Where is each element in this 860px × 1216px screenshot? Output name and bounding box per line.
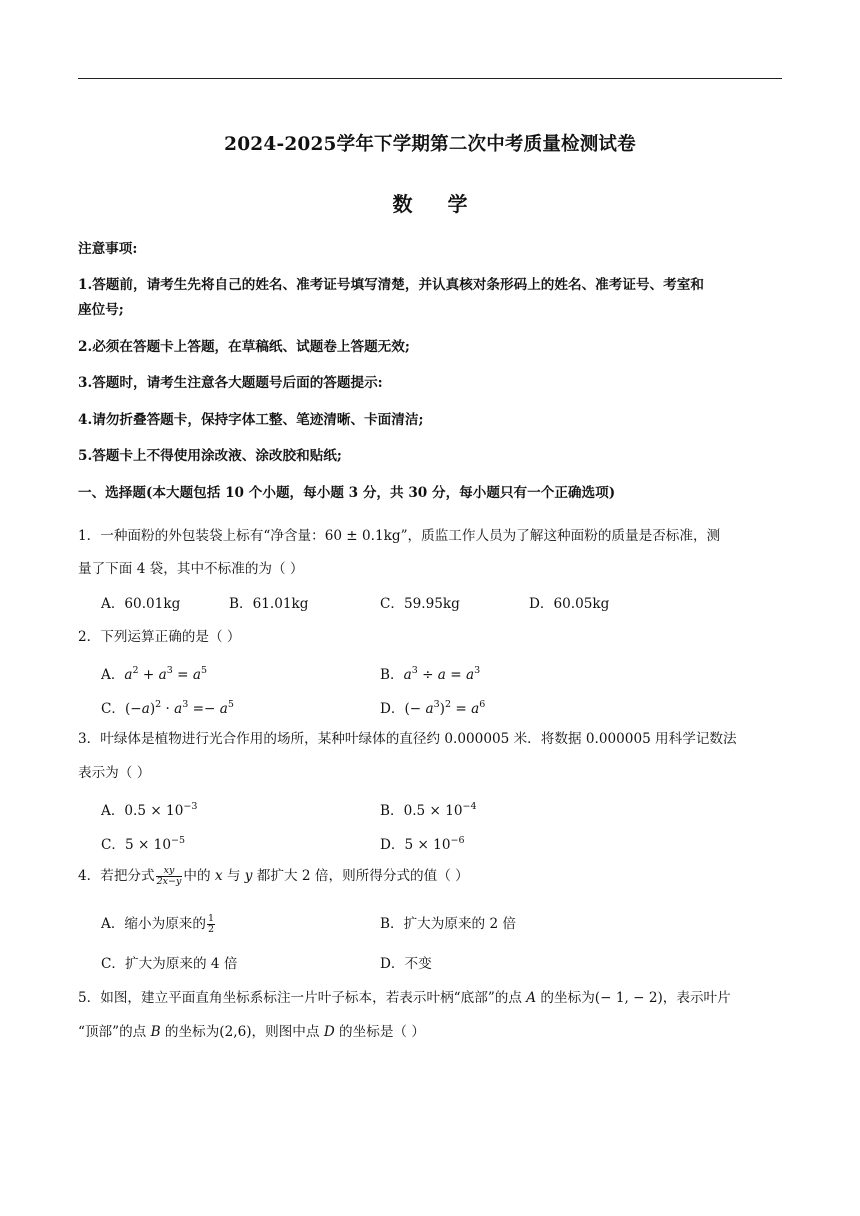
q2-stem: 2．下列运算正确的是（ ） — [78, 629, 241, 645]
subject-title: 数 学 — [392, 192, 482, 216]
q1-stem-line1: 1．一种面粉的外包装袋上标有“净含量：60 ± 0.1kg”，质监工作人员为了解这种面粉的质量是否标准，测 — [78, 528, 721, 544]
q3-stem-line2: 表示为（ ） — [78, 765, 151, 781]
exam-title: 2024-2025学年下学期第二次中考质量检测试卷 — [224, 134, 636, 155]
q3-stem-line1: 3．叶绿体是植物进行光合作用的场所，某种叶绿体的直径约 0.000005 米．将数据 0.000005 用科学记数法 — [78, 731, 737, 747]
q2-option-a: A．$a^2 + a^3 = a^5$ — [101, 665, 207, 683]
notice-item-3: 3.答题时，请考生注意各大题题号后面的答题提示: — [78, 375, 383, 391]
notice-heading: 注意事项: — [78, 241, 138, 257]
q1-option-d: D．60.05kg — [529, 596, 610, 612]
section-1-heading: 一、选择题(本大题包括 10 个小题，每小题 3 分，共 30 分，每小题只有一个正确选项) — [78, 485, 616, 501]
q2-option-b: B．$a^3 \div a = a^3$ — [380, 665, 481, 683]
q2-option-c: C．$(-a)^2 \cdot a^3 =- a^5$ — [101, 699, 234, 717]
q1-stem-line2: 量了下面 4 袋，其中不标准的为（ ） — [78, 561, 304, 577]
q4-option-a: A．缩小为原来的 $\frac{1}{2}$ — [101, 913, 215, 935]
q4-option-d: D．不变 — [380, 956, 432, 972]
q3-option-a: A．$0.5 \times 10^{-3}$ — [101, 801, 198, 819]
q5-stem-line2: “顶部”的点 B 的坐标为(2,6)，则图中点 D 的坐标是（ ） — [78, 1024, 425, 1040]
q4-option-b: B．扩大为原来的 2 倍 — [380, 916, 517, 932]
notice-item-2: 2.必须在答题卡上答题，在草稿纸、试题卷上答题无效; — [78, 339, 410, 355]
notice-item-4: 4.请勿折叠答题卡，保持字体工整、笔迹清晰、卡面清洁; — [78, 412, 424, 428]
q1-option-c: C．59.95kg — [380, 596, 460, 612]
q1-option-a: A．60.01kg — [101, 596, 181, 612]
q4-stem: 4．若把分式 $\frac{xy}{2x-y}$ 中的 x 与 y 都扩大 2 倍，则所得分式的值（ ） — [78, 865, 469, 887]
q3-option-d: D．$5 \times 10^{-6}$ — [380, 835, 465, 853]
q2-option-d: D．(− $a^3)^2 = a^6$ — [380, 699, 486, 717]
q4-fraction: $\frac{xy}{2x-y}$ — [156, 865, 182, 887]
notice-item-1-cont: 座位号; — [78, 302, 124, 318]
q1-option-b: B．61.01kg — [229, 596, 309, 612]
q3-option-b: B．$0.5 \times 10^{-4}$ — [380, 801, 477, 819]
notice-item-1: 1.答题前，请考生先将自己的姓名、准考证号填写清楚，并认真核对条形码上的姓名、准考证号、考室和 — [78, 277, 704, 293]
notice-item-5: 5.答题卡上不得使用涂改液、涂改胶和贴纸; — [78, 448, 342, 464]
q4-option-c: C．扩大为原来的 4 倍 — [101, 956, 238, 972]
q3-option-c: C．$5 \times 10^{-5}$ — [101, 835, 185, 853]
top-rule — [78, 78, 782, 79]
q5-stem-line1: 5．如图，建立平面直角坐标系标注一片叶子标本，若表示叶柄“底部”的点 A 的坐标为(− 1, − 2)，表示叶片 — [78, 990, 731, 1006]
